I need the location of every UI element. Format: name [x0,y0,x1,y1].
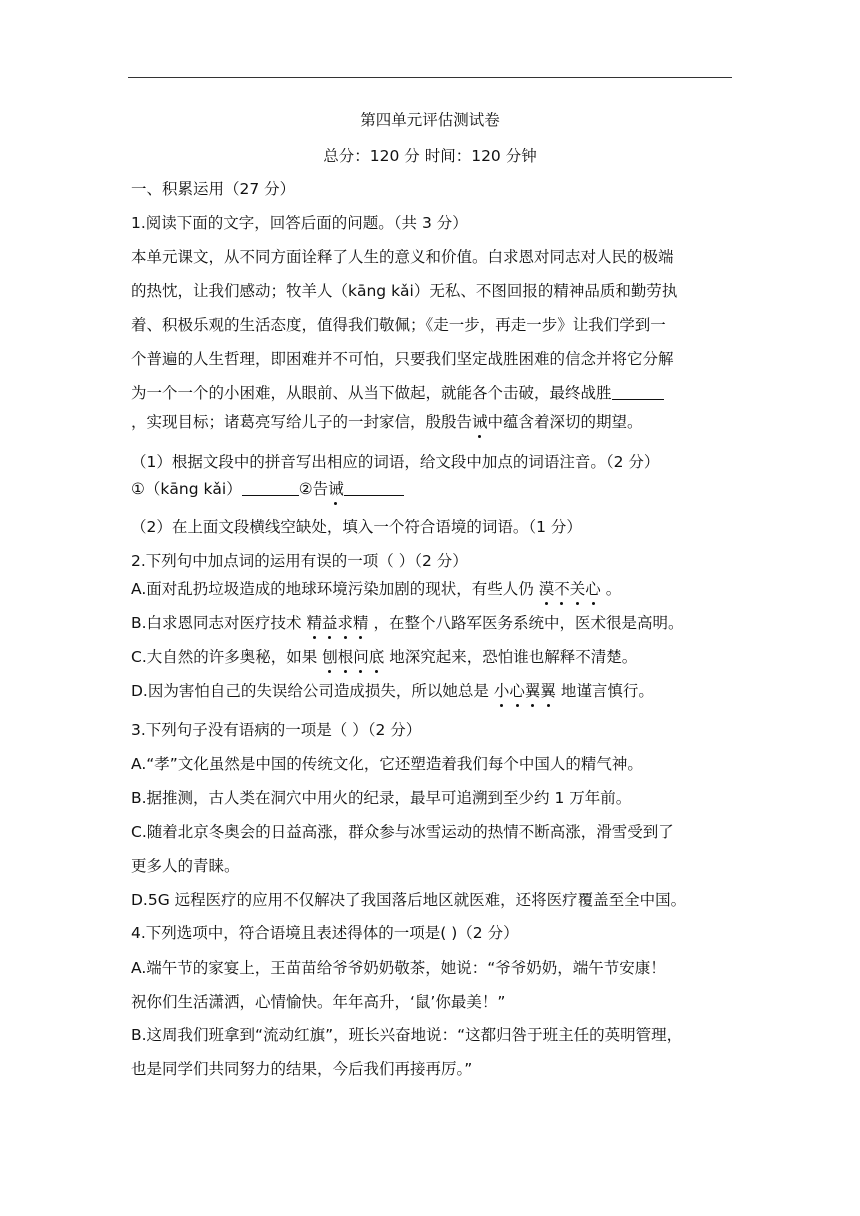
option-text: C.大自然的许多奥秘，如果 [131,648,318,666]
q3-option-a: A.“孝”文化虽然是中国的传统文化，它还塑造着我们每个中国人的精气神。 [131,755,643,773]
emphasized-char: 底 [368,648,385,666]
emphasized-char: 刨 [322,648,338,666]
q1-passage-text: 为一个一个的小困难，从眼前、从当下做起，就能各个击破，最终战胜 [131,384,612,402]
answer-blank[interactable] [344,479,404,496]
q1-sub1-a-label: ①（kāng kǎi） [131,480,242,498]
q3-option-c: C.随着北京冬奥会的日益高涨，群众参与冰雪运动的热情不断高涨，滑雪受到了 [131,823,674,841]
q1-passage-text: 中蕴含着深切的期望。 [487,413,643,431]
page-title: 第四单元评估测试卷 [360,111,500,129]
q1-title: 1.阅读下面的文字，回答后面的问题。（共 3 分） [131,214,468,232]
emphasized-char: 根 [337,648,354,666]
emphasized-char: 精 [306,614,323,632]
option-text: ，在整个八路军医务系统中，医术很是高明。 [373,614,684,632]
q2-option-c [131,646,637,668]
emphasized-char: 不 [554,580,570,598]
emphasized-char: 小 [493,682,510,700]
option-text: 。 [605,580,622,598]
q1-passage-text: ，实现目标；诸葛亮写给儿子的一封家信，殷殷告 [131,413,473,431]
q2-title: 2.下列句中加点词的运用有误的一项（ ）（2 分） [131,552,468,570]
section-heading: 一、积累运用（27 分） [131,180,296,198]
emphasized-char: 诫 [328,480,344,498]
q2-option-b [131,612,684,634]
page-subtitle: 总分：120 分 时间：120 分钟 [323,147,537,165]
option-text: B.白求恩同志对医疗技术 [131,614,302,632]
header-rule [128,77,732,78]
emphasized-char: 益 [322,614,338,632]
q4-option-b-cont: 也是同学们共同努力的结果，今后我们再接再厉。” [131,1060,473,1078]
q4-option-a-cont: 祝你们生活潇洒，心情愉快。年年高升，‘鼠’你最美！” [131,993,506,1011]
q1-passage-line [131,411,643,433]
option-text: 地深究起来，恐怕谁也解释不清楚。 [389,648,638,666]
emphasized-char: 诫 [472,413,488,431]
emphasized-char: 关 [569,580,586,598]
option-text: A.面对乱扔垃圾造成的地球环境污染加剧的现状，有些人仍 [131,580,534,598]
q1-sub1-answers [131,478,404,500]
q1-passage-line: 本单元课文，从不同方面诠释了人生的意义和价值。白求恩对同志对人民的极端 [131,248,674,266]
q1-passage-line [131,382,664,404]
q4-option-b: B.这周我们班拿到“流动红旗”，班长兴奋地说：“这都归咎于班主任的英明管理， [131,1026,683,1044]
option-text: D.因为害怕自己的失误给公司造成损失，所以她总是 [131,682,489,700]
answer-blank[interactable] [242,479,299,496]
q3-option-c-cont: 更多人的青睐。 [131,857,240,875]
q3-option-b: B.据推测，古人类在洞穴中用火的纪录，最早可追溯到至少约 1 万年前。 [131,789,632,807]
emphasized-char: 精 [353,614,369,632]
q1-passage-line: 着、积极乐观的生活态度，值得我们敬佩；《走一步，再走一步》让我们学到一 [131,316,666,334]
q1-sub1: （1）根据文段中的拼音写出相应的词语，给文段中加点的词语注音。（2 分） [131,453,660,471]
q1-passage-line: 个普遍的人生哲理，即困难并不可怕，只要我们坚定战胜困难的信念并将它分解 [131,350,674,368]
emphasized-char: 求 [337,614,354,632]
answer-blank[interactable] [612,383,664,400]
q2-option-a [131,578,621,600]
emphasized-char: 问 [353,648,369,666]
option-text: 地谨言慎行。 [560,682,654,700]
q1-sub1-b-label: ②告 [298,480,329,498]
emphasized-char: 翼 [524,682,541,700]
q4-title: 4.下列选项中，符合语境且表述得体的一项是( )（2 分） [131,924,519,942]
q1-sub2: （2）在上面文段横线空缺处，填入一个符合语境的词语。（1 分） [131,518,582,536]
q3-title: 3.下列句子没有语病的一项是（ ）（2 分） [131,721,422,739]
q3-option-d: D.5G 远程医疗的应用不仅解决了我国落后地区就医难，还将医疗覆盖至全中国。 [131,891,687,909]
q2-option-d [131,680,654,702]
emphasized-char: 心 [509,682,525,700]
emphasized-char: 漠 [538,580,555,598]
q1-passage-line: 的热忱，让我们感动；牧羊人（kāng kǎi）无私、不图回报的精神品质和勤劳执 [131,282,678,300]
q4-option-a: A.端午节的家宴上，王苗苗给爷爷奶奶敬茶，她说：“爷爷奶奶，端午节安康！ [131,959,666,977]
emphasized-char: 翼 [540,682,556,700]
emphasized-char: 心 [585,580,601,598]
